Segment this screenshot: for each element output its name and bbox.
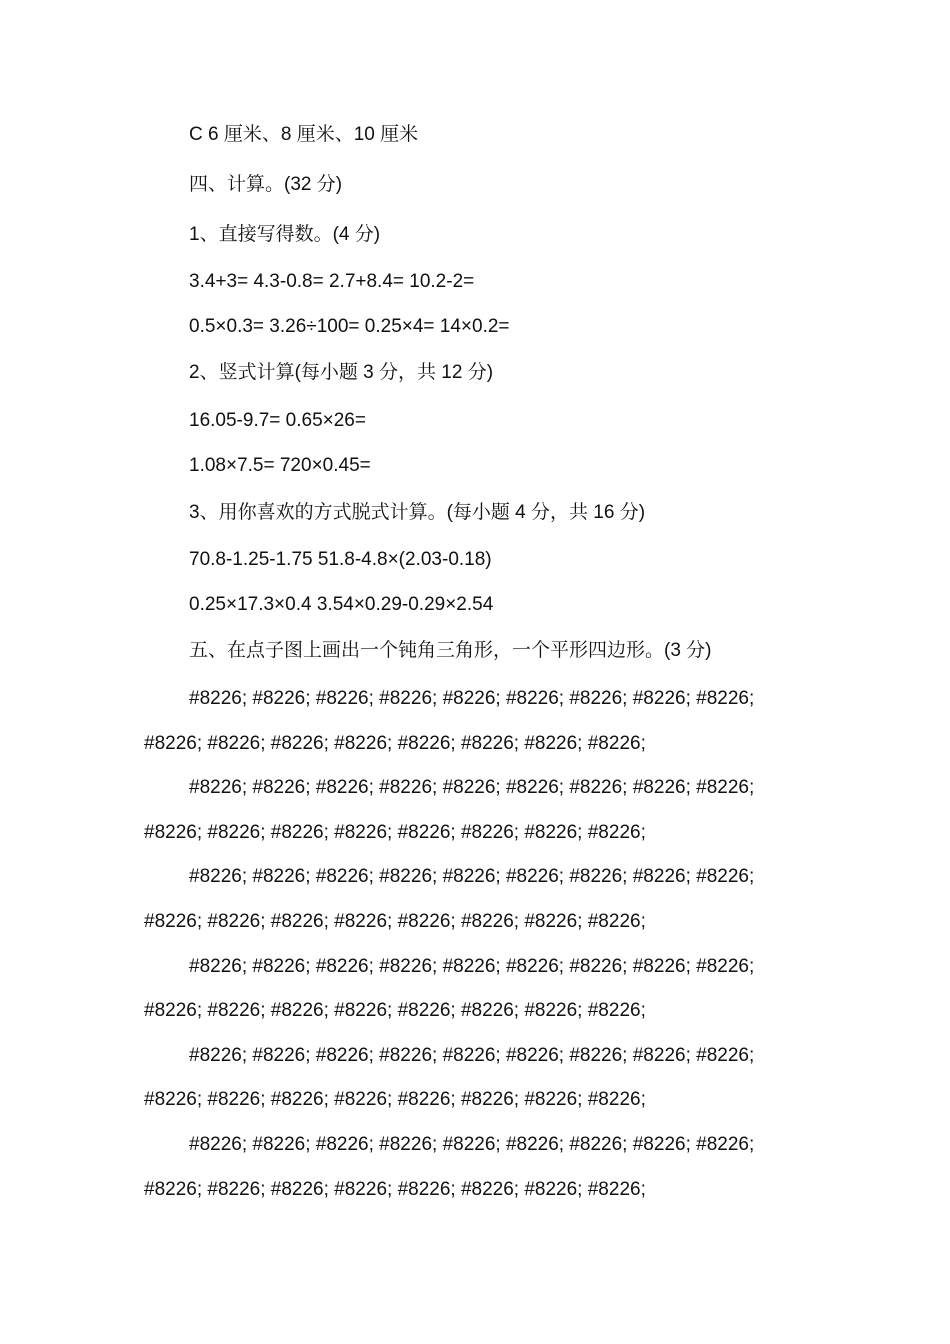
- section-five-heading: 五、在点子图上画出一个钝角三角形，一个平形四边形。(3 分): [189, 640, 712, 661]
- dot-grid-row-3-part-1: #8226; #8226; #8226; #8226; #8226; #8226; #8226; #8226; #8226;: [189, 866, 755, 887]
- option-c-line: C 6 厘米、8 厘米、10 厘米: [189, 124, 419, 145]
- calculation-row-1: 3.4+3= 4.3-0.8= 2.7+8.4= 10.2-2=: [189, 271, 475, 292]
- dot-grid-row-2-part-2: #8226; #8226; #8226; #8226; #8226; #8226; #8226; #8226;: [144, 822, 646, 843]
- vertical-calculation-row-2: 1.08×7.5= 720×0.45=: [189, 455, 371, 476]
- dot-grid-row-1-part-2: #8226; #8226; #8226; #8226; #8226; #8226; #8226; #8226;: [144, 733, 646, 754]
- question-two-heading: 2、竖式计算(每小题 3 分，共 12 分): [189, 362, 494, 383]
- section-four-heading: 四、计算。(32 分): [189, 174, 343, 195]
- dot-grid-row-6-part-1: #8226; #8226; #8226; #8226; #8226; #8226; #8226; #8226; #8226;: [189, 1134, 755, 1155]
- dot-grid-row-4-part-2: #8226; #8226; #8226; #8226; #8226; #8226; #8226; #8226;: [144, 1000, 646, 1021]
- dot-grid-row-1-part-1: #8226; #8226; #8226; #8226; #8226; #8226; #8226; #8226; #8226;: [189, 688, 755, 709]
- dot-grid-row-4-part-1: #8226; #8226; #8226; #8226; #8226; #8226; #8226; #8226; #8226;: [189, 956, 755, 977]
- question-one-heading: 1、直接写得数。(4 分): [189, 224, 381, 245]
- dot-grid-row-5-part-2: #8226; #8226; #8226; #8226; #8226; #8226; #8226; #8226;: [144, 1089, 646, 1110]
- step-calculation-row-2: 0.25×17.3×0.4 3.54×0.29-0.29×2.54: [189, 594, 494, 615]
- dot-grid-row-6-part-2: #8226; #8226; #8226; #8226; #8226; #8226; #8226; #8226;: [144, 1179, 646, 1200]
- dot-grid-row-5-part-1: #8226; #8226; #8226; #8226; #8226; #8226; #8226; #8226; #8226;: [189, 1045, 755, 1066]
- step-calculation-row-1: 70.8-1.25-1.75 51.8-4.8×(2.03-0.18): [189, 549, 492, 570]
- vertical-calculation-row-1: 16.05-9.7= 0.65×26=: [189, 410, 366, 431]
- dot-grid-row-3-part-2: #8226; #8226; #8226; #8226; #8226; #8226; #8226; #8226;: [144, 911, 646, 932]
- calculation-row-2: 0.5×0.3= 3.26÷100= 0.25×4= 14×0.2=: [189, 316, 510, 337]
- question-three-heading: 3、用你喜欢的方式脱式计算。(每小题 4 分，共 16 分): [189, 502, 646, 523]
- dot-grid-row-2-part-1: #8226; #8226; #8226; #8226; #8226; #8226; #8226; #8226; #8226;: [189, 777, 755, 798]
